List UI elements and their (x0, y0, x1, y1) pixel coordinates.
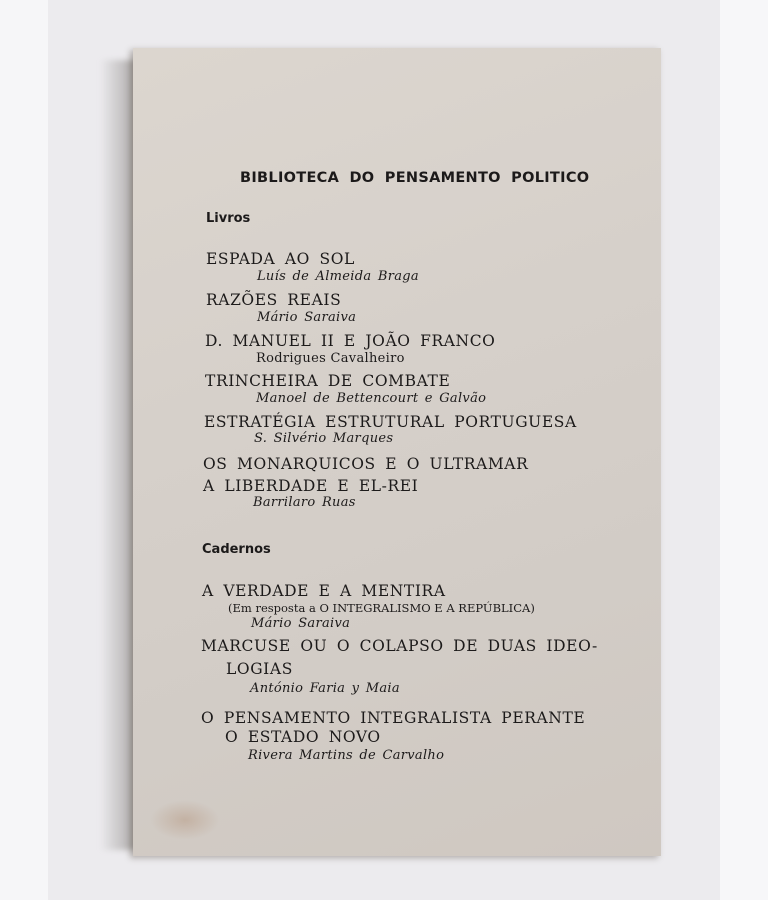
book-author: Luís de Almeida Braga (257, 269, 419, 284)
book-author: Barrilaro Ruas (253, 495, 356, 510)
cover-stain (150, 800, 220, 840)
book-author: Mário Saraiva (257, 310, 357, 325)
caderno-title: O PENSAMENTO INTEGRALISTA PERANTE (201, 709, 586, 727)
background-left (0, 0, 48, 900)
caderno-author: Mário Saraiva (251, 616, 351, 631)
section-label-livros: Livros (206, 211, 251, 226)
caderno-author: Rivera Martins de Carvalho (248, 748, 445, 763)
book-title: ESPADA AO SOL (206, 250, 355, 268)
caderno-note: (Em resposta a O INTEGRALISMO E A REPÚBLICA) (228, 601, 535, 615)
book-title: TRINCHEIRA DE COMBATE (205, 372, 451, 390)
caderno-title-continued: LOGIAS (226, 660, 293, 678)
caderno-title: A VERDADE E A MENTIRA (202, 582, 446, 600)
background-right (720, 0, 768, 900)
book-title: A LIBERDADE E EL-REI (203, 477, 419, 495)
caderno-title-continued: O ESTADO NOVO (225, 728, 381, 746)
book-author: S. Silvério Marques (254, 431, 394, 446)
book-title: RAZÕES REAIS (206, 291, 342, 309)
series-title: BIBLIOTECA DO PENSAMENTO POLITICO (240, 170, 590, 186)
caderno-title: MARCUSE OU O COLAPSO DE DUAS IDEO- (201, 637, 598, 655)
book-author: Rodrigues Cavalheiro (256, 351, 405, 366)
section-label-cadernos: Cadernos (202, 542, 271, 557)
book-title: OS MONARQUICOS E O ULTRAMAR (203, 455, 529, 473)
book-author: Manoel de Bettencourt e Galvão (256, 391, 487, 406)
book-title: ESTRATÉGIA ESTRUTURAL PORTUGUESA (204, 413, 577, 431)
caderno-author: António Faria y Maia (250, 681, 400, 696)
book-title: D. MANUEL II E JOÃO FRANCO (205, 332, 496, 350)
